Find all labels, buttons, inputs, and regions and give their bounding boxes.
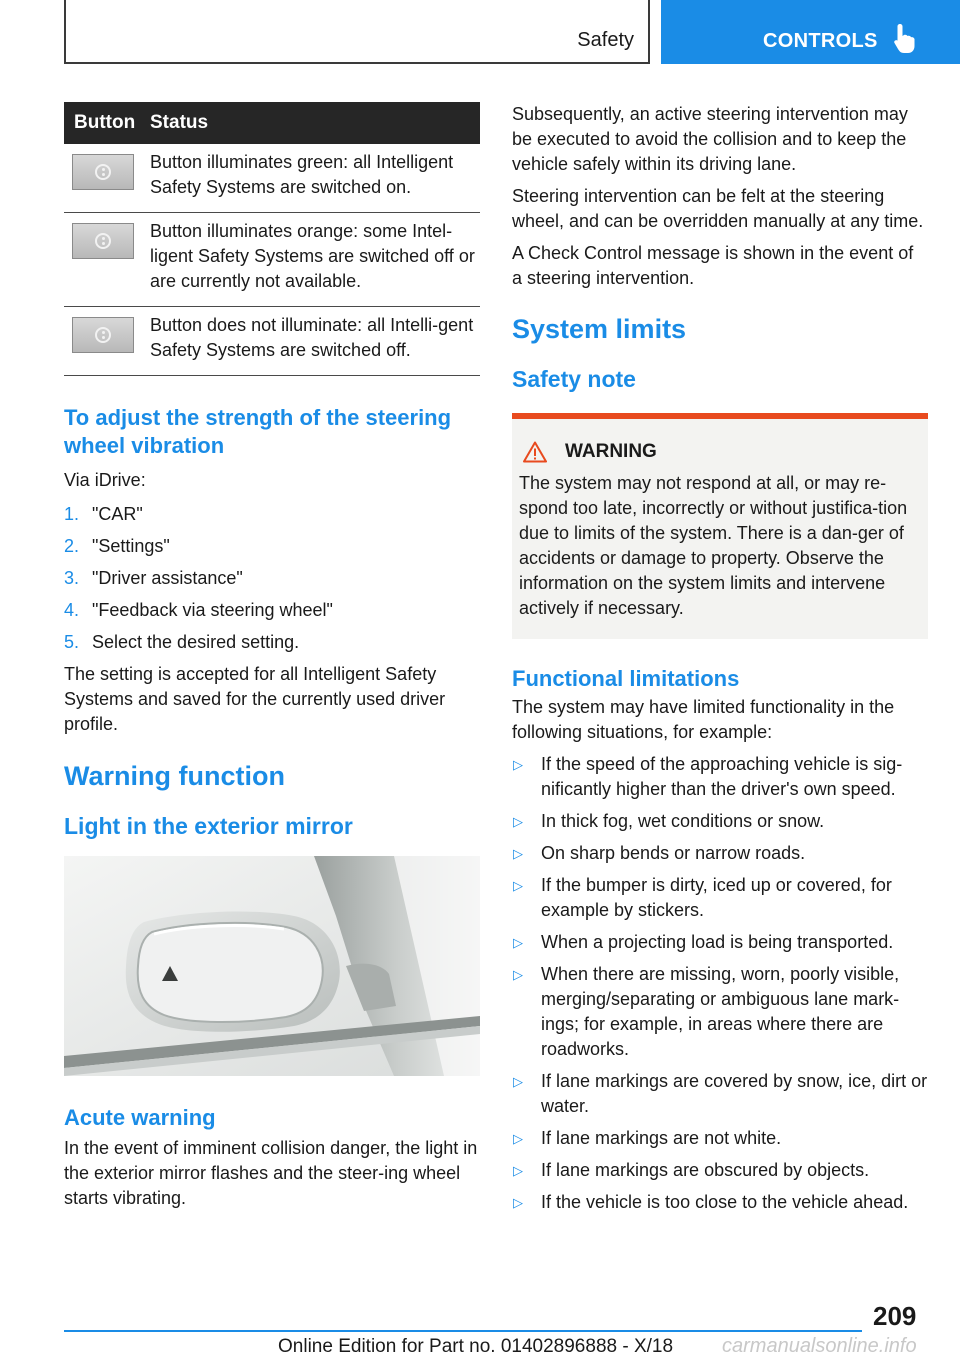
footer-edition-text: Online Edition for Part no. 01402896888 - X/18 (278, 1336, 674, 1357)
exterior-mirror-heading: Light in the exterior mirror (64, 813, 353, 839)
warning-text: The system may not respond at all, or may re-spond too late, incorrectly or without justifica-tion due to limits of the system. There is a dan-ger of accidents or damage to property. Observe the information on the system limits and intervene actively if necessary. (519, 473, 908, 618)
table-cell-status: Button illuminates green: all Intelligent Safety Systems are switched on. (144, 144, 480, 213)
table-row (64, 307, 480, 376)
adjust-heading: To adjust the strength of the steering wheel vibration (64, 405, 452, 458)
list-item: ▷ If the bumper is dirty, iced up or covered, for example by stickers. (512, 873, 928, 923)
list-item: ▷ When a projecting load is being transported. (512, 930, 928, 955)
triangle-bullet-icon: ▷ (513, 935, 523, 950)
list-item: ▷ On sharp bends or narrow roads. (512, 841, 928, 866)
table-row (64, 144, 480, 213)
list-item: 5. Select the desired setting. (64, 632, 300, 652)
check-control-paragraph: A Check Control message is shown in the event of a steering intervention. (512, 243, 914, 288)
right-column (512, 102, 928, 1222)
table-cell-status: Button illuminates orange: some Intel-ligent Safety Systems are switched off or are currently not available. (144, 213, 480, 307)
button-status-table (64, 102, 480, 376)
via-idrive-text: Via iDrive: (64, 470, 146, 490)
acute-warning-text: In the event of imminent collision danger, the light in the exterior mirror flashes and the steer-ing wheel starts vibrating. (64, 1138, 478, 1208)
header-chapter-title: CONTROLS (763, 30, 878, 52)
triangle-bullet-icon: ▷ (513, 1163, 523, 1178)
list-item: 3. "Driver assistance" (64, 568, 243, 588)
table-header-status: Status (144, 102, 480, 144)
list-item: ▷ If lane markings are covered by snow, ice, dirt or water. (512, 1069, 928, 1119)
list-item: ▷ If the speed of the approaching vehicle is sig-nificantly higher than the driver's own speed. (512, 752, 928, 802)
list-item: 1. "CAR" (64, 504, 143, 524)
exterior-mirror-illustration (64, 856, 480, 1076)
table-header-button: Button (64, 102, 144, 144)
warning-triangle-icon (523, 441, 547, 463)
safety-button-icon (72, 317, 134, 353)
warning-box (512, 413, 928, 639)
list-item: ▷ When there are missing, worn, poorly visible, merging/separating or ambiguous lane mark-ings; for example, in areas where there are roadworks. (512, 962, 928, 1062)
adjust-note: The setting is accepted for all Intelligent Safety Systems and saved for the currently used driver profile. (64, 664, 446, 734)
safety-button-icon (72, 154, 134, 190)
triangle-bullet-icon: ▷ (513, 757, 523, 772)
exterior-mirror-image (64, 856, 480, 1076)
warning-label: WARNING (565, 441, 657, 462)
triangle-bullet-icon: ▷ (513, 1131, 523, 1146)
system-limits-heading: System limits (512, 314, 687, 344)
triangle-bullet-icon: ▷ (513, 1074, 523, 1089)
safety-button-icon (72, 223, 134, 259)
triangle-bullet-icon: ▷ (513, 814, 523, 829)
safety-note-heading: Safety note (512, 366, 636, 392)
triangle-bullet-icon: ▷ (513, 878, 523, 893)
limitations-list (512, 752, 928, 1215)
header-chapter-tab (661, 0, 960, 64)
functional-limitations-heading: Functional limitations (512, 666, 740, 691)
adjust-steps-list (64, 502, 480, 655)
triangle-bullet-icon: ▷ (513, 1195, 523, 1210)
warning-function-heading: Warning function (64, 761, 285, 791)
acute-warning-heading: Acute warning (64, 1105, 216, 1130)
list-item: 4. "Feedback via steering wheel" (64, 600, 333, 620)
footer-divider (64, 1330, 862, 1332)
footer-watermark: carmanualsonline.info (722, 1335, 917, 1357)
list-item: 2. "Settings" (64, 536, 170, 556)
steering-paragraph: Steering intervention can be felt at the steering wheel, and can be overridden manually at any time. (512, 186, 924, 231)
header-section-title: Safety (577, 29, 634, 51)
triangle-bullet-icon: ▷ (513, 846, 523, 861)
table-row (64, 213, 480, 307)
list-item: ▷ If lane markings are not white. (512, 1126, 928, 1151)
functional-intro: The system may have limited functionality in the following situations, for example: (512, 697, 895, 742)
page-number: 209 (873, 1301, 917, 1331)
left-column (64, 102, 480, 1211)
list-item: ▷ In thick fog, wet conditions or snow. (512, 809, 928, 834)
list-item: ▷ If lane markings are obscured by objects. (512, 1158, 928, 1183)
list-item: ▷ If the vehicle is too close to the vehicle ahead. (512, 1190, 928, 1215)
header-section-box (64, 0, 650, 64)
intervention-paragraph: Subsequently, an active steering intervention may be executed to avoid the collision and to keep the vehicle safely within its driving lane. (512, 104, 908, 174)
triangle-bullet-icon: ▷ (513, 967, 523, 982)
pointing-hand-icon (893, 22, 919, 54)
table-cell-status: Button does not illuminate: all Intelli-gent Safety Systems are switched off. (144, 307, 480, 376)
